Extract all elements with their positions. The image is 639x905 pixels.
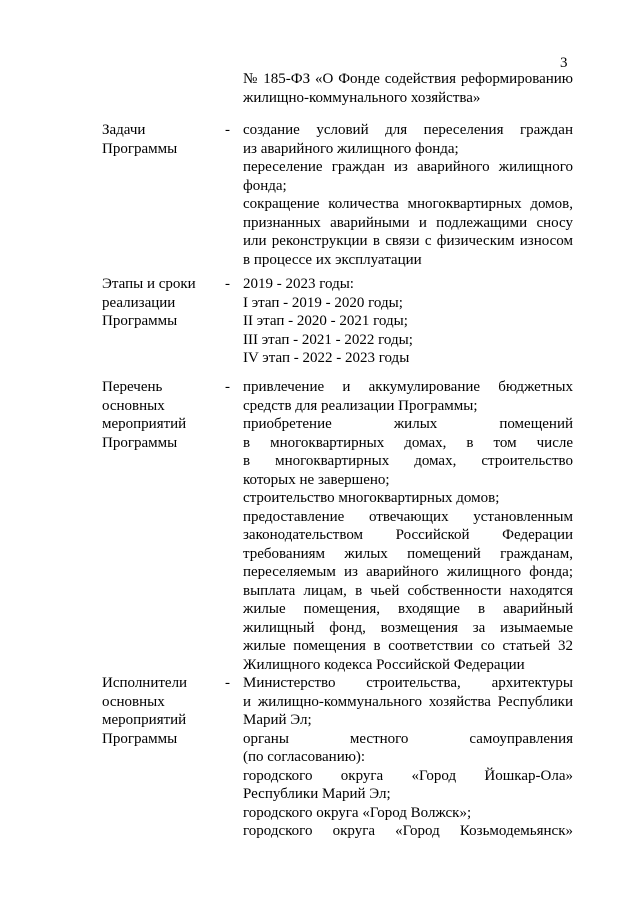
- content-line: из аварийного жилищного фонда;: [243, 140, 459, 157]
- content-line: переселение граждан из аварийного жилищного: [243, 159, 573, 175]
- section-dash: -: [225, 379, 230, 395]
- label-line: Программы: [102, 140, 178, 157]
- section-label: [102, 121, 222, 158]
- section-dash: -: [225, 276, 230, 292]
- content-line: приобретение жилых помещений: [243, 416, 573, 432]
- content-line: в многоквартирных домах, строительство: [243, 453, 573, 469]
- label-line: мероприятий: [102, 712, 187, 728]
- intro-line: жилищно-коммунального хозяйства»: [243, 89, 481, 106]
- content-line: жилые помещения, входящие в аварийный: [243, 601, 573, 617]
- content-line: IV этап - 2022 - 2023 годы: [243, 350, 410, 366]
- content-line: предоставление отвечающих установленным: [243, 508, 573, 525]
- label-line: основных: [102, 693, 165, 710]
- content-line: и жилищно-коммунального хозяйства Республики: [243, 693, 573, 710]
- intro-line: № 185-ФЗ «О Фонде содействия реформированию: [243, 71, 573, 87]
- section-label: [102, 378, 222, 452]
- content-line: (по согласованию):: [243, 749, 366, 765]
- label-line: Программы: [102, 730, 178, 747]
- section-content: [243, 275, 573, 368]
- content-line: сокращение количества многоквартирных домов,: [243, 196, 573, 212]
- content-line: I этап - 2019 - 2020 годы;: [243, 294, 403, 311]
- page-number: 3: [560, 55, 568, 71]
- content-line: привлечение и аккумулирование бюджетных: [243, 379, 573, 395]
- section-label: [102, 275, 222, 331]
- content-line: в многоквартирных домах, в том числе: [243, 434, 573, 451]
- label-line: основных: [102, 397, 165, 414]
- content-line: городского округа «Город Йошкар-Ола»: [243, 767, 573, 784]
- content-line: Жилищного кодекса Российской Федерации: [243, 656, 525, 673]
- label-line: Задачи: [102, 122, 146, 138]
- label-line: Исполнители: [102, 675, 188, 691]
- content-line: городского округа «Город Козьмодемьянск»: [243, 823, 573, 839]
- label-line: Программы: [102, 434, 178, 451]
- section-label: [102, 674, 222, 748]
- content-line: в процессе их эксплуатации: [243, 251, 422, 268]
- content-line: Министерство строительства, архитектуры: [243, 675, 573, 691]
- label-line: Этапы и сроки: [102, 276, 196, 292]
- content-line: требованиям жилых помещений гражданам,: [243, 545, 573, 562]
- content-line: II этап - 2020 - 2021 годы;: [243, 313, 408, 329]
- content-line: переселяемым из аварийного жилищного фонда;: [243, 564, 573, 580]
- content-line: строительство многоквартирных домов;: [243, 490, 500, 506]
- content-line: которых не завершено;: [243, 471, 390, 488]
- section-content: [243, 378, 573, 674]
- label-line: реализации: [102, 294, 176, 311]
- content-line: жилищный фонд, возмещения за изымаемые: [243, 619, 573, 636]
- section-dash: -: [225, 675, 230, 691]
- content-line: средств для реализации Программы;: [243, 397, 478, 414]
- content-line: III этап - 2021 - 2022 годы;: [243, 331, 413, 348]
- content-line: признанных аварийными и подлежащими сносу: [243, 214, 573, 231]
- section-content: [243, 674, 573, 841]
- content-line: городского округа «Город Волжск»;: [243, 804, 472, 821]
- content-line: Марий Эл;: [243, 712, 312, 728]
- content-line: фонда;: [243, 177, 287, 194]
- content-line: 2019 - 2023 годы:: [243, 276, 354, 292]
- content-line: Республики Марий Эл;: [243, 786, 391, 802]
- section-dash: -: [225, 122, 230, 138]
- content-line: жилые помещения в соответствии со статьей 32: [243, 638, 573, 654]
- label-line: Программы: [102, 313, 178, 329]
- content-line: законодательством Российской Федерации: [243, 527, 573, 543]
- intro-text: [243, 70, 573, 107]
- section-content: [243, 121, 573, 269]
- content-line: создание условий для переселения граждан: [243, 122, 573, 138]
- content-line: или реконструкции в связи с физическим износом: [243, 233, 573, 249]
- content-line: органы местного самоуправления: [243, 730, 573, 747]
- label-line: Перечень: [102, 379, 163, 395]
- label-line: мероприятий: [102, 416, 187, 432]
- content-line: выплата лицам, в чьей собственности находятся: [243, 582, 573, 599]
